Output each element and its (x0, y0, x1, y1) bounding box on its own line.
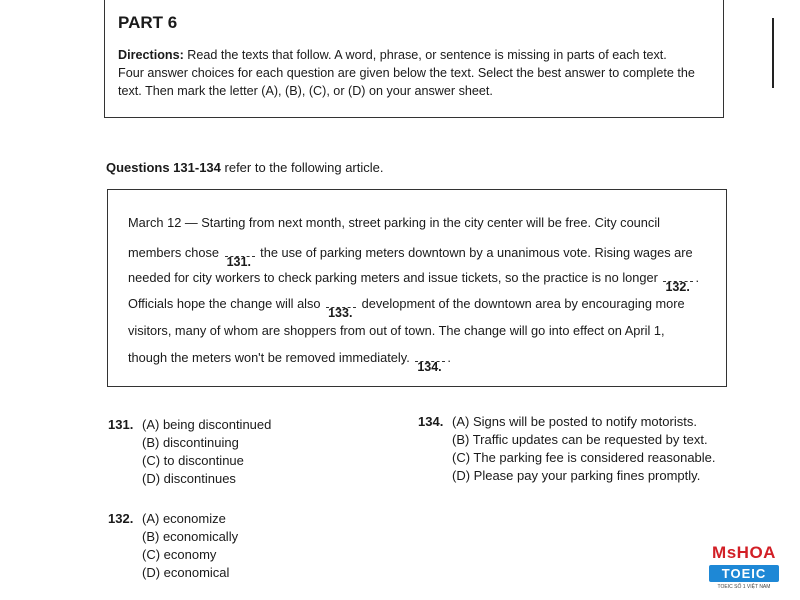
page-edge-line (772, 18, 774, 88)
q132-option-b[interactable]: (B) economically (142, 529, 239, 544)
q134-option-a[interactable]: (A) Signs will be posted to notify motorists. (452, 414, 697, 429)
article-line-6 (128, 350, 451, 374)
blank-131 (225, 246, 255, 269)
mshoa-toeic-logo (706, 543, 784, 593)
questions-range: Questions 131-134 (106, 160, 221, 175)
logo-tagline: TOEIC SỐ 1 VIỆT NAM (717, 584, 771, 590)
q132-option-d[interactable]: (D) economical (142, 565, 230, 580)
directions-line-3: text. Then mark the letter (A), (B), (C), or (D) on your answer sheet. (118, 84, 493, 98)
question-132-num: 132. (108, 511, 134, 526)
blank-134-label: 134. (417, 360, 442, 374)
q132-option-c[interactable]: (C) economy (142, 547, 217, 562)
blank-134 (415, 351, 445, 374)
article-line-2-start: members chose (128, 245, 220, 260)
article-line-2 (128, 245, 693, 269)
logo-brand: MsHOA (712, 543, 776, 562)
logo-product: TOEIC (709, 565, 779, 582)
article-line-3-start: needed for city workers to check parking meters and issue tickets, so the practice is no longer (128, 270, 658, 285)
blank-132-label: 132. (665, 280, 690, 294)
directions-label: Directions: (118, 48, 184, 62)
part-title: PART 6 (118, 13, 178, 32)
questions-header (106, 160, 383, 175)
blank-132 (663, 271, 693, 294)
question-134-num: 134. (418, 414, 444, 429)
article-line-4-end: development of the downtown area by encouraging more (361, 296, 685, 311)
q131-option-b[interactable]: (B) discontinuing (142, 435, 239, 450)
article-line-2-end: the use of parking meters downtown by a unanimous vote. Rising wages are (260, 245, 693, 260)
part-directions-box (104, 0, 724, 118)
q131-option-d[interactable]: (D) discontinues (142, 471, 236, 486)
blank-133 (326, 297, 356, 320)
directions-line-1: Read the texts that follow. A word, phrase, or sentence is missing in parts of each text. (187, 48, 667, 62)
article-line-3-end: . (695, 270, 700, 285)
article-line-5: visitors, many of whom are shoppers from out of town. The change will go into effect on April 1, (128, 323, 665, 338)
q134-option-d[interactable]: (D) Please pay your parking fines promptly. (452, 468, 701, 483)
q134-option-c[interactable]: (C) The parking fee is considered reasonable. (452, 450, 716, 465)
q131-option-a[interactable]: (A) being discontinued (142, 417, 272, 432)
question-134-number (418, 414, 452, 429)
blank-133-label: 133. (328, 306, 353, 320)
directions-line-2: Four answer choices for each question are given below the text. Select the best answer to complete the (118, 66, 695, 80)
question-132-number (108, 511, 142, 526)
q132-option-a[interactable]: (A) economize (142, 511, 226, 526)
article-line-4 (128, 296, 685, 320)
q131-option-c[interactable]: (C) to discontinue (142, 453, 244, 468)
questions-header-rest: refer to the following article. (224, 160, 384, 175)
article-line-6-start: though the meters won't be removed immediately. (128, 350, 410, 365)
article-line-1: March 12 — Starting from next month, street parking in the city center will be free. City council (128, 215, 661, 230)
directions-text (118, 46, 718, 100)
question-131-number (108, 417, 142, 432)
article-line-4-start: Officials hope the change will also (128, 296, 321, 311)
article-line-3 (128, 270, 700, 294)
q134-option-b[interactable]: (B) Traffic updates can be requested by text. (452, 432, 708, 447)
article-box (107, 189, 727, 387)
question-131-num: 131. (108, 417, 134, 432)
blank-131-label: 131. (226, 255, 251, 269)
article-line-6-end: . (447, 350, 451, 365)
